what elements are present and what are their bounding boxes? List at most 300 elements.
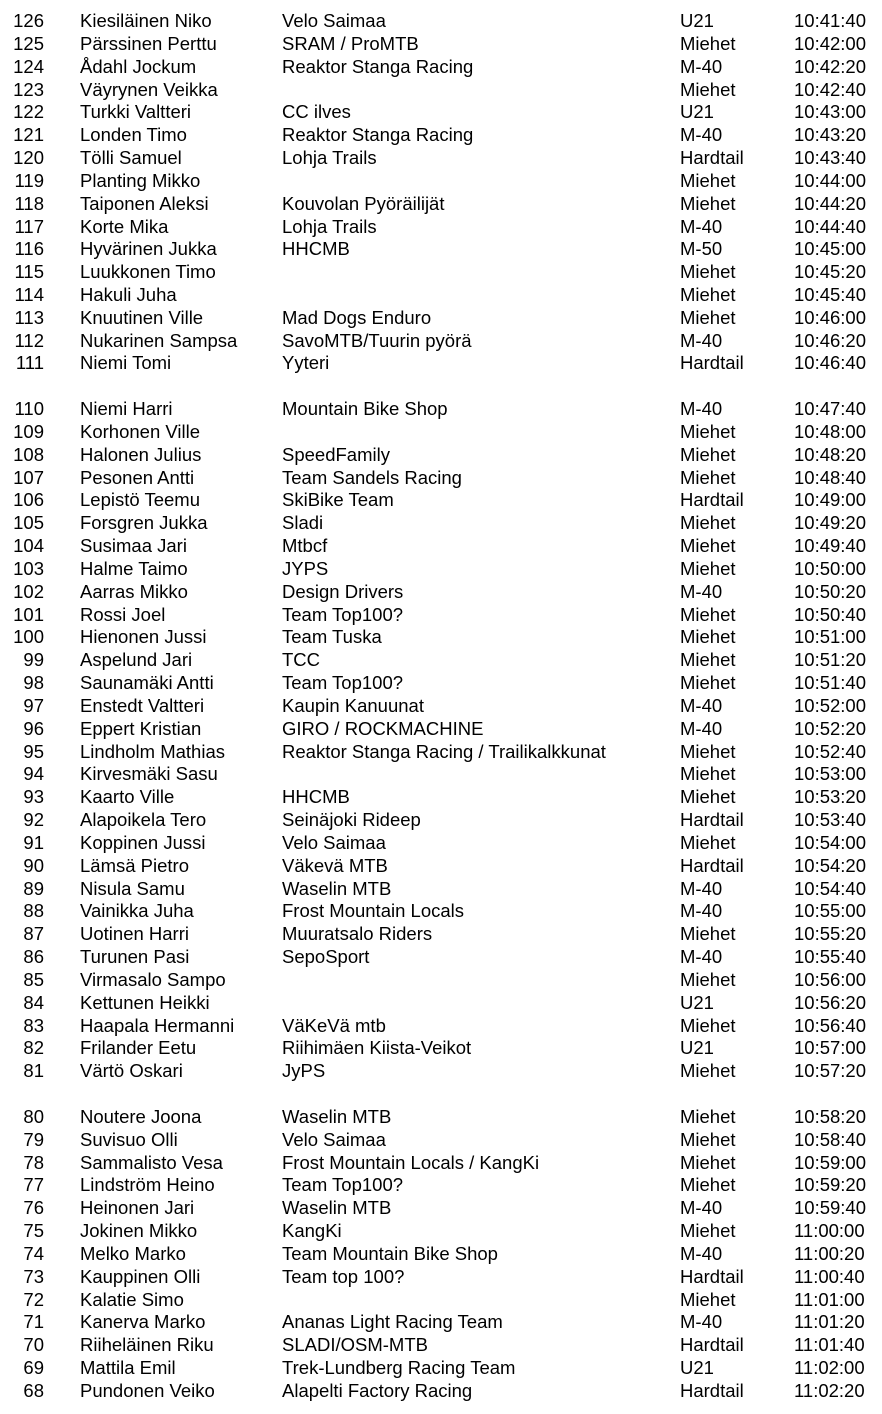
race-class: Miehet: [680, 626, 736, 648]
bib-number: 76: [23, 1197, 44, 1219]
race-class: Miehet: [680, 284, 736, 305]
bib-number: 98: [23, 672, 44, 694]
race-class: Miehet: [680, 443, 736, 465]
rider-name: Pärssinen Perttu: [80, 32, 217, 54]
team-name: SpeedFamily: [282, 443, 390, 465]
rider-name: Lindström Heino: [80, 1174, 215, 1196]
race-class: M-40: [680, 55, 723, 77]
bib-number: 84: [23, 991, 44, 1013]
race-class: Hardtail: [680, 1379, 744, 1401]
rider-name: Kirvesmäki Sasu: [80, 763, 218, 785]
start-time: 11:00:00: [794, 1220, 865, 1241]
table-row: [0, 1266, 882, 1288]
bib-number: 86: [23, 946, 44, 967]
race-class: Miehet: [680, 78, 736, 100]
start-time: 10:55:20: [794, 923, 867, 945]
rider-name: Riiheläinen Riku: [80, 1334, 214, 1356]
team-name: Team Sandels Racing: [282, 466, 462, 488]
table-row: [0, 1334, 882, 1356]
start-time: 10:54:40: [794, 877, 867, 899]
table-row: [0, 741, 882, 763]
race-class: Miehet: [680, 831, 736, 853]
bib-number: 94: [23, 763, 44, 785]
rider-name: Forsgren Jukka: [80, 512, 208, 534]
team-name: KangKi: [282, 1220, 342, 1241]
start-time: 11:01:20: [794, 1311, 865, 1333]
race-class: M-50: [680, 238, 723, 260]
start-time: 10:55:00: [794, 900, 867, 922]
race-class: M-40: [680, 717, 723, 739]
rider-name: Väyrynen Veikka: [80, 78, 218, 100]
rider-name: Luukkonen Timo: [80, 261, 216, 283]
start-time: 10:50:20: [794, 580, 867, 602]
team-name: HHCMB: [282, 238, 350, 260]
table-row: [0, 1220, 882, 1242]
table-row: [0, 946, 882, 968]
start-time: 11:00:20: [794, 1242, 865, 1264]
team-name: SLADI/OSM-MTB: [282, 1334, 428, 1356]
table-row: [0, 421, 882, 443]
rider-name: Knuutinen Ville: [80, 306, 204, 328]
table-row: [0, 512, 882, 534]
table-row: [0, 672, 882, 694]
bib-number: 103: [13, 557, 44, 579]
rider-name: Noutere Joona: [80, 1105, 202, 1127]
table-row: [0, 124, 882, 146]
rider-name: Haapala Hermanni: [80, 1014, 235, 1036]
race-class: Miehet: [680, 923, 736, 945]
rider-name: Tölli Samuel: [80, 147, 182, 168]
race-class: M-40: [680, 124, 723, 146]
team-name: Reaktor Stanga Racing: [282, 124, 474, 146]
race-class: M-40: [680, 1197, 723, 1219]
race-class: Miehet: [680, 1151, 736, 1173]
table-row: [0, 489, 882, 511]
bib-number: 89: [23, 877, 44, 899]
table-row: [0, 718, 882, 740]
table-row: [0, 1243, 882, 1265]
race-class: Miehet: [680, 1288, 736, 1310]
rider-name: Hyvärinen Jukka: [80, 238, 217, 260]
rider-name: Mattila Emil: [80, 1357, 176, 1378]
rider-name: Kauppinen Olli: [80, 1265, 201, 1287]
bib-number: 111: [15, 352, 44, 374]
race-class: Miehet: [680, 786, 736, 808]
team-name: Team Mountain Bike Shop: [282, 1242, 498, 1264]
table-row: [0, 969, 882, 991]
race-class: Miehet: [680, 672, 736, 694]
table-row: [0, 56, 882, 78]
bib-number: 92: [23, 809, 44, 830]
start-time: 11:01:40: [794, 1334, 865, 1356]
start-time: 10:53:00: [794, 763, 867, 785]
rider-name: Niemi Harri: [80, 398, 173, 420]
start-time: 10:42:40: [794, 78, 867, 100]
table-row: [0, 535, 882, 557]
table-row: [0, 1174, 882, 1196]
start-time: 10:51:00: [794, 626, 867, 648]
table-row: [0, 261, 882, 283]
race-class: M-40: [680, 900, 723, 922]
start-time: 10:46:40: [794, 352, 867, 374]
start-time: 10:56:00: [794, 968, 867, 990]
start-time: 10:45:20: [794, 261, 867, 283]
race-class: Miehet: [680, 603, 736, 625]
start-time: 10:46:20: [794, 329, 867, 351]
start-time: 10:59:40: [794, 1197, 867, 1219]
rider-name: Frilander Eetu: [80, 1037, 197, 1059]
start-time: 10:56:20: [794, 991, 867, 1013]
table-row: [0, 992, 882, 1014]
rider-name: Kettunen Heikki: [80, 991, 210, 1013]
bib-number: 85: [23, 968, 44, 990]
race-class: U21: [680, 1037, 714, 1059]
start-time: 10:41:40: [794, 10, 867, 31]
start-time: 10:42:20: [794, 55, 867, 77]
bib-number: 80: [23, 1105, 44, 1127]
team-name: SRAM / ProMTB: [282, 32, 419, 54]
bib-number: 104: [13, 535, 44, 557]
rider-name: Kalatie Simo: [80, 1288, 184, 1310]
start-time: 10:54:00: [794, 831, 867, 853]
bib-number: 114: [14, 284, 44, 305]
team-name: JyPS: [282, 1060, 326, 1082]
bib-number: 99: [23, 649, 44, 671]
team-name: CC ilves: [282, 101, 351, 123]
race-class: Miehet: [680, 1128, 736, 1150]
team-name: Team Top100?: [282, 672, 404, 694]
bib-number: 87: [23, 923, 44, 945]
race-class: Miehet: [680, 466, 736, 488]
table-row: [0, 147, 882, 169]
race-class: Hardtail: [680, 1265, 744, 1287]
rider-name: Ådahl Jockum: [80, 55, 197, 77]
team-name: Lohja Trails: [282, 215, 377, 237]
bib-number: 123: [13, 78, 44, 100]
bib-number: 69: [23, 1357, 44, 1378]
bib-number: 88: [23, 900, 44, 922]
race-class: Miehet: [680, 763, 736, 785]
bib-number: 79: [23, 1128, 44, 1150]
bib-number: 78: [23, 1151, 44, 1173]
bib-number: 105: [13, 512, 44, 534]
bib-number: 90: [23, 854, 44, 876]
rider-name: Pesonen Antti: [80, 466, 195, 488]
race-class: Miehet: [680, 649, 736, 671]
start-time: 10:43:00: [794, 101, 867, 123]
team-name: Team top 100?: [282, 1265, 405, 1287]
start-time: 10:51:20: [794, 649, 867, 671]
table-row: [0, 170, 882, 192]
bib-number: 125: [13, 32, 44, 54]
start-time: 10:49:40: [794, 535, 867, 557]
table-row: [0, 626, 882, 648]
race-class: Hardtail: [680, 809, 744, 830]
rider-name: Saunamäki Antti: [80, 672, 214, 694]
team-name: Frost Mountain Locals / KangKi: [282, 1151, 540, 1173]
rider-name: Jokinen Mikko: [80, 1220, 198, 1241]
rider-name: Niemi Tomi: [80, 352, 172, 374]
team-name: Reaktor Stanga Racing: [282, 55, 474, 77]
team-name: Team Top100?: [282, 603, 404, 625]
start-time: 10:46:00: [794, 306, 867, 328]
bib-number: 81: [23, 1060, 44, 1082]
rider-name: Korhonen Ville: [80, 420, 200, 442]
rider-name: Halme Taimo: [80, 557, 188, 579]
bib-number: 100: [13, 626, 44, 648]
start-time: 11:02:20: [794, 1379, 865, 1401]
table-row: [0, 1037, 882, 1059]
bib-number: 101: [13, 603, 44, 625]
team-name: TCC: [282, 649, 321, 671]
team-name: Frost Mountain Locals: [282, 900, 465, 922]
rider-name: Alapoikela Tero: [80, 809, 207, 830]
team-name: JYPS: [282, 557, 329, 579]
bib-number: 83: [23, 1014, 44, 1036]
bib-number: 115: [14, 261, 44, 283]
bib-number: 124: [13, 55, 44, 77]
bib-number: 95: [23, 740, 44, 762]
start-time: 10:48:40: [794, 466, 867, 488]
table-row: [0, 786, 882, 808]
table-row: [0, 1289, 882, 1311]
bib-number: 117: [14, 215, 44, 237]
bib-number: 120: [13, 147, 44, 168]
bib-number: 108: [13, 443, 44, 465]
team-name: Lohja Trails: [282, 147, 377, 168]
race-class: Hardtail: [680, 489, 744, 511]
race-class: Miehet: [680, 306, 736, 328]
table-row: [0, 398, 882, 420]
table-row: [0, 467, 882, 489]
start-time: 10:48:20: [794, 443, 867, 465]
team-name: SavoMTB/Tuurin pyörä: [282, 329, 472, 351]
race-class: Miehet: [680, 32, 736, 54]
race-class: Miehet: [680, 1174, 736, 1196]
start-time: 10:52:00: [794, 694, 867, 716]
team-name: HHCMB: [282, 786, 350, 808]
race-class: Miehet: [680, 1220, 736, 1241]
bib-number: 122: [13, 101, 44, 123]
bib-number: 77: [23, 1174, 44, 1196]
rider-name: Hienonen Jussi: [80, 626, 207, 648]
start-time: 10:55:40: [794, 946, 867, 967]
rider-name: Koppinen Jussi: [80, 831, 206, 853]
bib-number: 73: [23, 1265, 44, 1287]
race-class: M-40: [680, 1311, 723, 1333]
race-class: Miehet: [680, 192, 736, 214]
race-class: Miehet: [680, 512, 736, 534]
rider-name: Sammalisto Vesa: [80, 1151, 223, 1173]
team-name: SepoSport: [282, 946, 370, 967]
rider-name: Susimaa Jari: [80, 535, 187, 557]
bib-number: 112: [14, 329, 44, 351]
rider-name: Planting Mikko: [80, 169, 201, 191]
start-time: 10:45:00: [794, 238, 867, 260]
rider-name: Kanerva Marko: [80, 1311, 206, 1333]
table-row: [0, 33, 882, 55]
start-time: 10:58:40: [794, 1128, 867, 1150]
bib-number: 121: [13, 124, 44, 146]
team-name: Waselin MTB: [282, 1197, 392, 1219]
race-class: M-40: [680, 694, 723, 716]
race-class: Hardtail: [680, 352, 744, 374]
bib-number: 74: [23, 1242, 44, 1264]
team-name: SkiBike Team: [282, 489, 394, 511]
table-row: [0, 1015, 882, 1037]
bib-number: 97: [23, 694, 44, 716]
team-name: Sladi: [282, 512, 324, 534]
race-class: Hardtail: [680, 147, 744, 168]
start-time: 10:53:40: [794, 809, 867, 830]
table-row: [0, 1197, 882, 1219]
start-time: 10:59:00: [794, 1151, 867, 1173]
start-time: 10:54:20: [794, 854, 867, 876]
table-row: [0, 855, 882, 877]
rider-name: Turunen Pasi: [80, 946, 190, 967]
race-class: Miehet: [680, 169, 736, 191]
race-class: M-40: [680, 329, 723, 351]
start-time: 11:00:40: [794, 1265, 865, 1287]
rider-name: Vainikka Juha: [80, 900, 194, 922]
table-row: [0, 1311, 882, 1333]
bib-number: 118: [14, 192, 44, 214]
start-time: 10:51:40: [794, 672, 867, 694]
start-time: 10:59:20: [794, 1174, 867, 1196]
start-time: 10:44:20: [794, 192, 867, 214]
race-class: Miehet: [680, 1014, 736, 1036]
rider-name: Rossi Joel: [80, 603, 166, 625]
team-name: Waselin MTB: [282, 1105, 392, 1127]
rider-name: Nisula Samu: [80, 877, 185, 899]
table-row: [0, 878, 882, 900]
rider-name: Lindholm Mathias: [80, 740, 225, 762]
table-row: [0, 1106, 882, 1128]
race-class: Miehet: [680, 1105, 736, 1127]
rider-name: Kiesiläinen Niko: [80, 10, 212, 31]
start-time: 11:01:00: [794, 1288, 865, 1310]
table-row: [0, 923, 882, 945]
table-row: [0, 307, 882, 329]
team-name: Alapelti Factory Racing: [282, 1379, 473, 1401]
start-time: 10:50:40: [794, 603, 867, 625]
table-row: [0, 763, 882, 785]
team-name: Muuratsalo Riders: [282, 923, 433, 945]
rider-name: Heinonen Jari: [80, 1197, 195, 1219]
start-time: 11:02:00: [794, 1357, 865, 1378]
bib-number: 109: [13, 420, 44, 442]
race-class: Miehet: [680, 968, 736, 990]
team-name: Mad Dogs Enduro: [282, 306, 432, 328]
rider-name: Enstedt Valtteri: [80, 694, 205, 716]
rider-name: Suvisuo Olli: [80, 1128, 178, 1150]
bib-number: 93: [23, 786, 44, 808]
team-name: Design Drivers: [282, 580, 404, 602]
table-row: [0, 581, 882, 603]
start-time: 10:49:20: [794, 512, 867, 534]
race-class: U21: [680, 991, 714, 1013]
rider-name: Aspelund Jari: [80, 649, 193, 671]
rider-name: Värtö Oskari: [80, 1060, 183, 1082]
start-time: 10:57:00: [794, 1037, 867, 1059]
table-row: [0, 216, 882, 238]
team-name: Velo Saimaa: [282, 10, 386, 31]
bib-number: 106: [13, 489, 44, 511]
start-time: 10:50:00: [794, 557, 867, 579]
bib-number: 119: [14, 169, 44, 191]
table-row: [0, 352, 882, 374]
rider-name: Virmasalo Sampo: [80, 968, 226, 990]
table-row: [0, 284, 882, 306]
bib-number: 107: [13, 466, 44, 488]
race-class: U21: [680, 1357, 714, 1378]
table-row: [0, 79, 882, 101]
table-row: [0, 444, 882, 466]
team-name: Yyteri: [282, 352, 330, 374]
table-row: [0, 900, 882, 922]
team-name: Mountain Bike Shop: [282, 398, 448, 420]
rider-name: Korte Mika: [80, 215, 169, 237]
race-class: Hardtail: [680, 1334, 744, 1356]
start-time: 10:44:00: [794, 169, 867, 191]
rider-name: Eppert Kristian: [80, 717, 202, 739]
race-class: Miehet: [680, 261, 736, 283]
rider-name: Nukarinen Sampsa: [80, 329, 238, 351]
rider-name: Melko Marko: [80, 1242, 186, 1264]
team-name: GIRO / ROCKMACHINE: [282, 717, 484, 739]
start-time: 10:52:20: [794, 717, 867, 739]
rider-name: Hakuli Juha: [80, 284, 177, 305]
race-class: M-40: [680, 215, 723, 237]
team-name: Mtbcf: [282, 535, 328, 557]
rider-name: Turkki Valtteri: [80, 101, 192, 123]
start-time: 10:56:40: [794, 1014, 867, 1036]
bib-number: 71: [23, 1311, 44, 1333]
table-row: [0, 649, 882, 671]
race-class: Miehet: [680, 557, 736, 579]
table-row: [0, 238, 882, 260]
table-row: [0, 1357, 882, 1379]
table-row: [0, 101, 882, 123]
start-time: 10:42:00: [794, 32, 867, 54]
race-class: Miehet: [680, 1060, 736, 1082]
bib-number: 68: [23, 1379, 44, 1401]
bib-number: 126: [13, 10, 44, 31]
rider-name: Lepistö Teemu: [80, 489, 200, 511]
race-class: M-40: [680, 1242, 723, 1264]
team-name: Team Top100?: [282, 1174, 404, 1196]
race-class: M-40: [680, 877, 723, 899]
team-name: Reaktor Stanga Racing / Trailikalkkunat: [282, 740, 606, 762]
team-name: Waselin MTB: [282, 877, 392, 899]
team-name: Seinäjoki Rideep: [282, 809, 421, 830]
table-row: [0, 1380, 882, 1402]
race-class: M-40: [680, 398, 723, 420]
bib-number: 91: [23, 831, 44, 853]
table-row: [0, 10, 882, 32]
start-time: 10:57:20: [794, 1060, 867, 1082]
team-name: Kouvolan Pyöräilijät: [282, 192, 445, 214]
start-time: 10:49:00: [794, 489, 867, 511]
bib-number: 113: [14, 306, 44, 328]
table-row: [0, 558, 882, 580]
race-class: Miehet: [680, 740, 736, 762]
rider-name: Taiponen Aleksi: [80, 192, 209, 214]
team-name: Trek-Lundberg Racing Team: [282, 1357, 516, 1378]
bib-number: 70: [23, 1334, 44, 1356]
team-name: Kaupin Kanuunat: [282, 694, 424, 716]
start-time: 10:58:20: [794, 1105, 867, 1127]
